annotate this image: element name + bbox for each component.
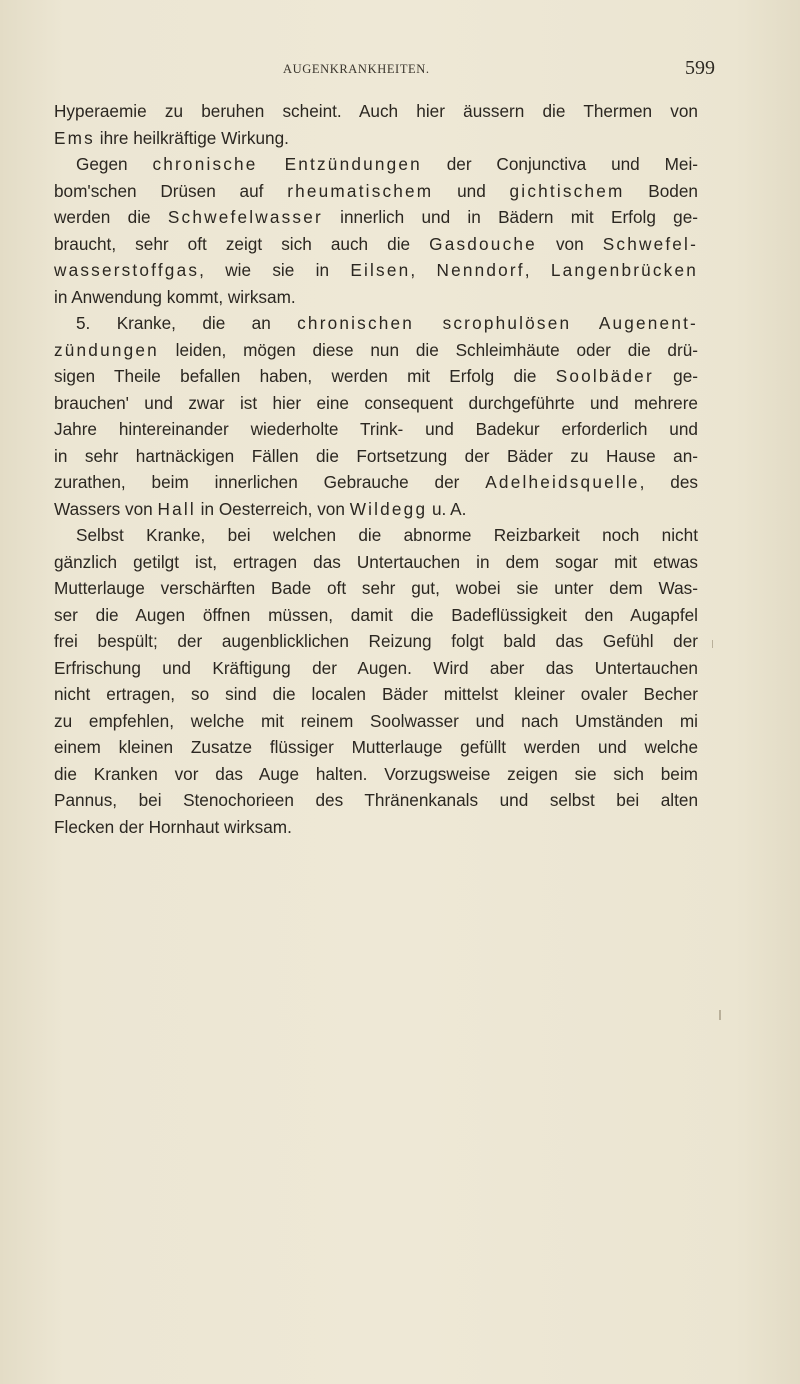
text-run: Hyperaemie zu beruhen scheint. Auch hier äussern die Thermen von [54, 101, 698, 121]
text-run: Selbst Kranke, bei welchen die abnorme Reizbarkeit noch nicht [76, 525, 698, 545]
text-line [54, 337, 698, 364]
text-run: in Oesterreich, von [195, 498, 350, 519]
text-run: ge- [653, 366, 698, 386]
text-run: innerlich und in Bädern mit Erfolg ge- [322, 207, 698, 227]
text-run: werden die [54, 207, 168, 227]
text-line [54, 284, 698, 311]
text-run: braucht, sehr oft zeigt sich auch die [54, 233, 430, 254]
text-run: gänzlich getilgt ist, ertragen das Untertauchen in dem sogar mit etwas [54, 551, 698, 572]
running-head: AUGENKRANKHEITEN. [283, 62, 430, 76]
text-run: 5. Kranke, die an [76, 313, 298, 333]
text-line [54, 443, 698, 470]
text-run: Pannus, bei Stenochorieen des Thränenkanals und selbst bei alten [54, 790, 698, 810]
text-run: ihre heilkräftige Wirkung. [94, 127, 289, 148]
text-line [54, 522, 698, 549]
text-line [54, 681, 698, 708]
text-line [54, 708, 698, 735]
spaced-emphasis: Schwefel- [602, 233, 698, 254]
text-line [54, 787, 698, 814]
text-line [54, 151, 698, 178]
text-run: zurathen, beim innerlichen Gebrauche der [54, 472, 486, 492]
text-line [54, 204, 698, 231]
spaced-emphasis: Soolbäder [555, 366, 654, 386]
text-run: in sehr hartnäckigen Fällen die Fortsetzung der Bäder zu Hause an- [54, 445, 698, 466]
text-run: in Anwendung kommt, wirksam. [54, 286, 296, 307]
text-run: Boden [624, 180, 698, 201]
text-line [54, 549, 698, 576]
text-run: Erfrischung und Kräftigung der Augen. Wird aber das Untertauchen [54, 657, 698, 678]
text-line [54, 761, 698, 788]
spaced-emphasis: Schwefelwasser [167, 207, 323, 227]
spaced-emphasis: chronische Entzündungen [152, 154, 422, 174]
spaced-emphasis: Hall [157, 498, 196, 519]
text-run: brauchen' und zwar ist hier eine consequent durchgeführte und mehrere [54, 392, 698, 413]
text-line [54, 178, 698, 205]
text-run: , des [639, 472, 698, 492]
spaced-emphasis: Adelheidsquelle [485, 472, 640, 492]
text-run: zu empfehlen, welche mit reinem Soolwasser und nach Umständen mi [54, 710, 698, 731]
text-line [54, 231, 698, 258]
text-run: und [433, 180, 510, 201]
text-line [54, 496, 698, 523]
text-run: bom'schen Drüsen auf [54, 180, 288, 201]
text-line [54, 575, 698, 602]
text-line [54, 416, 698, 443]
text-run: Flecken der Hornhaut wirksam. [54, 816, 292, 837]
paper-speck [719, 1010, 721, 1020]
text-run: nicht ertragen, so sind die localen Bäder mittelst kleiner ovaler Becher [54, 684, 698, 704]
text-run: von [536, 233, 603, 254]
text-line [54, 310, 698, 337]
text-run: Jahre hintereinander wiederholte Trink- und Badekur erforderlich und [54, 419, 698, 439]
text-run: sigen Theile befallen haben, werden mit Erfolg die [54, 366, 556, 386]
spaced-emphasis: Langenbrücken [550, 260, 698, 280]
spaced-emphasis: Gasdouche [429, 233, 537, 254]
spaced-emphasis: Wildegg [349, 498, 428, 519]
text-run: u. A. [427, 498, 467, 519]
text-run: Wassers von [54, 498, 158, 519]
body-text [54, 98, 698, 840]
text-run: , [410, 260, 437, 280]
text-line [54, 257, 698, 284]
text-run: leiden, mögen diese nun die Schleimhäute oder die drü- [158, 339, 698, 360]
spaced-emphasis: Ems [54, 127, 95, 148]
text-line [54, 655, 698, 682]
text-line [54, 628, 698, 655]
text-run: einem kleinen Zusatze flüssiger Mutterlauge gefüllt werden und welche [54, 737, 698, 757]
page-number: 599 [685, 57, 715, 79]
text-run: ser die Augen öffnen müssen, damit die Badeflüssigkeit den Augapfel [54, 604, 698, 625]
spaced-emphasis: Eilsen [350, 260, 411, 280]
spaced-emphasis: wasserstoffgas [54, 260, 200, 280]
text-line [54, 363, 698, 390]
text-run: frei bespült; der augenblicklichen Reizung folgt bald das Gefühl der [54, 631, 698, 651]
text-run: die Kranken vor das Auge halten. Vorzugsweise zeigen sie sich beim [54, 763, 698, 784]
text-run: , [524, 260, 551, 280]
text-line [54, 469, 698, 496]
text-line [54, 814, 698, 841]
text-run: , wie sie in [199, 260, 351, 280]
paper-speck [712, 640, 713, 648]
text-line [54, 125, 698, 152]
text-line [54, 390, 698, 417]
spaced-emphasis: zündungen [54, 339, 159, 360]
text-run: Mutterlauge verschärften Bade oft sehr gut, wobei sie unter dem Was- [54, 578, 698, 598]
text-run: der Conjunctiva und Mei- [421, 154, 698, 174]
spaced-emphasis: chronischen scrophulösen Augenent- [297, 313, 698, 333]
spaced-emphasis: rheumatischem [287, 180, 434, 201]
text-line [54, 98, 698, 125]
text-run: Gegen [76, 154, 153, 174]
text-line [54, 734, 698, 761]
text-line [54, 602, 698, 629]
spaced-emphasis: gichtischem [509, 180, 625, 201]
spaced-emphasis: Nenndorf [436, 260, 525, 280]
